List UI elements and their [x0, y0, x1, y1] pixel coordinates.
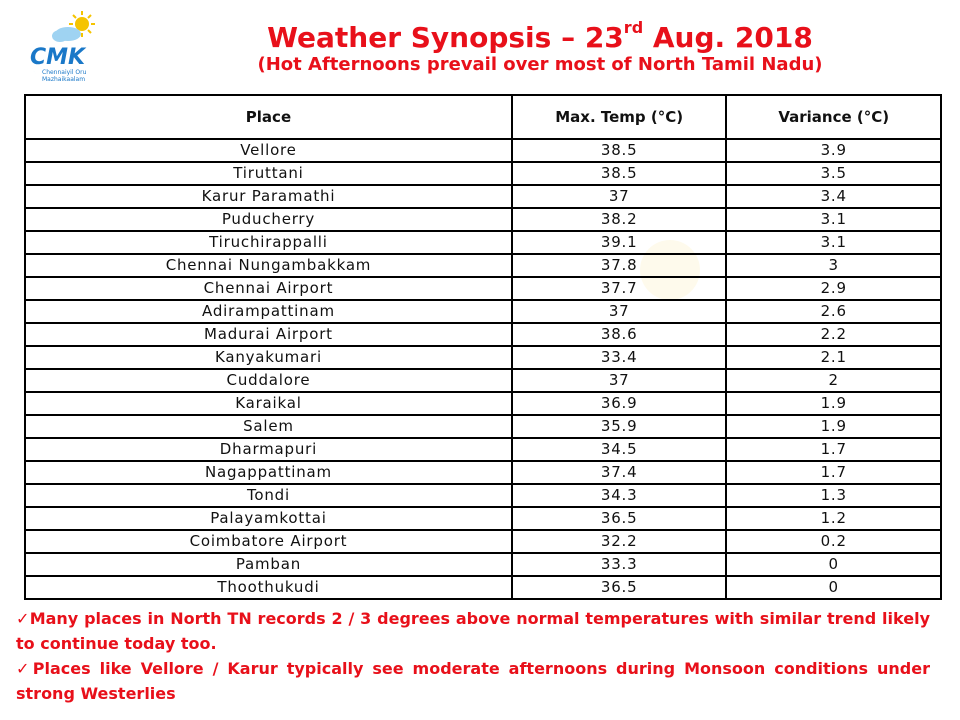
- cmk-logo: [8, 6, 100, 98]
- note-2: [16, 656, 930, 706]
- table-row: [25, 300, 941, 323]
- variance-cell: 3.1: [726, 231, 941, 254]
- place-cell: Chennai Nungambakkam: [25, 254, 512, 277]
- variance-cell: 0: [726, 576, 941, 599]
- table-header-row: [25, 95, 941, 139]
- variance-cell: 0: [726, 553, 941, 576]
- table-row: [25, 323, 941, 346]
- place-cell: Pamban: [25, 553, 512, 576]
- place-cell: Nagappattinam: [25, 461, 512, 484]
- table-row: [25, 484, 941, 507]
- variance-cell: 1.3: [726, 484, 941, 507]
- table-row: [25, 507, 941, 530]
- table-row: [25, 392, 941, 415]
- variance-cell: 1.7: [726, 438, 941, 461]
- table-row: [25, 576, 941, 599]
- max-temp-cell: 34.3: [512, 484, 726, 507]
- place-cell: Tiruttani: [25, 162, 512, 185]
- place-cell: Vellore: [25, 139, 512, 162]
- column-header-max-temp: Max. Temp (°C): [512, 95, 726, 139]
- table-row: [25, 369, 941, 392]
- place-cell: Kanyakumari: [25, 346, 512, 369]
- place-cell: Tiruchirappalli: [25, 231, 512, 254]
- max-temp-cell: 38.5: [512, 139, 726, 162]
- checkmark-icon: ✓: [16, 609, 30, 628]
- max-temp-cell: 33.4: [512, 346, 726, 369]
- place-cell: Madurai Airport: [25, 323, 512, 346]
- max-temp-cell: 37: [512, 369, 726, 392]
- max-temp-cell: 35.9: [512, 415, 726, 438]
- variance-cell: 1.9: [726, 392, 941, 415]
- place-cell: Cuddalore: [25, 369, 512, 392]
- table-row: [25, 277, 941, 300]
- table-row: [25, 346, 941, 369]
- variance-cell: 3.1: [726, 208, 941, 231]
- table-row: [25, 530, 941, 553]
- variance-cell: 3.9: [726, 139, 941, 162]
- max-temp-cell: 38.5: [512, 162, 726, 185]
- max-temp-cell: 37.8: [512, 254, 726, 277]
- note-1: [16, 606, 930, 656]
- max-temp-cell: 38.6: [512, 323, 726, 346]
- max-temp-cell: 37.7: [512, 277, 726, 300]
- place-cell: Karaikal: [25, 392, 512, 415]
- column-header-place: Place: [25, 95, 512, 139]
- table-row: [25, 231, 941, 254]
- column-header-variance: Variance (°C): [726, 95, 941, 139]
- variance-cell: 2.6: [726, 300, 941, 323]
- place-cell: Chennai Airport: [25, 277, 512, 300]
- max-temp-cell: 36.5: [512, 507, 726, 530]
- note-text: Places like Vellore / Karur typically see moderate afternoons during Monsoon conditions under strong Westerlies: [16, 659, 931, 703]
- max-temp-cell: 37: [512, 300, 726, 323]
- max-temp-cell: 32.2: [512, 530, 726, 553]
- page-title: Weather Synopsis – 23rd Aug. 2018: [267, 18, 813, 54]
- variance-cell: 3: [726, 254, 941, 277]
- title-superscript: rd: [623, 18, 644, 37]
- place-cell: Adirampattinam: [25, 300, 512, 323]
- variance-cell: 2: [726, 369, 941, 392]
- variance-cell: 1.7: [726, 461, 941, 484]
- place-cell: Coimbatore Airport: [25, 530, 512, 553]
- variance-cell: 3.5: [726, 162, 941, 185]
- variance-cell: 0.2: [726, 530, 941, 553]
- svg-text:Mazhaikaalam: Mazhaikaalam: [42, 76, 86, 83]
- place-cell: Puducherry: [25, 208, 512, 231]
- variance-cell: 3.4: [726, 185, 941, 208]
- max-temp-cell: 36.9: [512, 392, 726, 415]
- cmk-logo-graphic: [8, 6, 100, 98]
- svg-text:Chennaiyil Oru: Chennaiyil Oru: [42, 69, 87, 76]
- table-row: [25, 185, 941, 208]
- page-subtitle: (Hot Afternoons prevail over most of North Tamil Nadu): [257, 54, 823, 75]
- variance-cell: 2.2: [726, 323, 941, 346]
- place-cell: Palayamkottai: [25, 507, 512, 530]
- table-row: [25, 254, 941, 277]
- max-temp-cell: 39.1: [512, 231, 726, 254]
- place-cell: Salem: [25, 415, 512, 438]
- note-text: Many places in North TN records 2 / 3 degrees above normal temperatures with similar trend likely to continue today too.: [16, 609, 931, 653]
- table-row: [25, 553, 941, 576]
- max-temp-cell: 34.5: [512, 438, 726, 461]
- logo-text: CMK: [30, 45, 86, 70]
- table-row: [25, 208, 941, 231]
- variance-cell: 1.9: [726, 415, 941, 438]
- synopsis-table: [24, 94, 942, 600]
- table-row: [25, 162, 941, 185]
- max-temp-cell: 38.2: [512, 208, 726, 231]
- max-temp-cell: 36.5: [512, 576, 726, 599]
- max-temp-cell: 37: [512, 185, 726, 208]
- place-cell: Karur Paramathi: [25, 185, 512, 208]
- variance-cell: 1.2: [726, 507, 941, 530]
- table-row: [25, 438, 941, 461]
- variance-cell: 2.1: [726, 346, 941, 369]
- max-temp-cell: 33.3: [512, 553, 726, 576]
- table-row: [25, 461, 941, 484]
- place-cell: Dharmapuri: [25, 438, 512, 461]
- max-temp-cell: 37.4: [512, 461, 726, 484]
- table-row: [25, 139, 941, 162]
- table-row: [25, 415, 941, 438]
- place-cell: Thoothukudi: [25, 576, 512, 599]
- notes: [16, 606, 930, 706]
- variance-cell: 2.9: [726, 277, 941, 300]
- checkmark-icon: ✓: [16, 659, 33, 678]
- place-cell: Tondi: [25, 484, 512, 507]
